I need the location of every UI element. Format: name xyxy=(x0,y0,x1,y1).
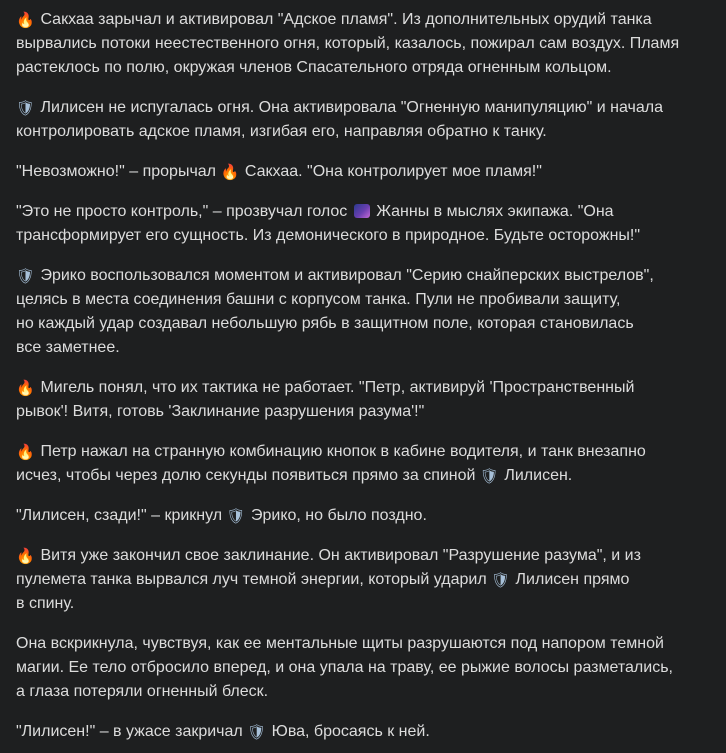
message-text: все заметнее. xyxy=(16,339,120,356)
message-text: Лилисен. xyxy=(499,467,573,484)
message-paragraph xyxy=(16,544,726,616)
fire-emoji-icon: 🔥 xyxy=(16,444,35,461)
message-text: Она вскрикнула, чувствуя, как ее ментальные щиты разрушаются под напором темной xyxy=(16,635,664,652)
message-text: Мигель понял, что их тактика не работает. "Петр, активируй 'Пространственный xyxy=(36,379,635,396)
message-text: Жанны в мыслях экипажа. "Она xyxy=(371,203,614,220)
message-paragraph xyxy=(16,720,726,744)
message-text: магии. Ее тело отбросило вперед, и она упала на траву, ее рыжие волосы разметались, xyxy=(16,659,673,676)
message-text: трансформирует его сущность. Из демонического в природное. Будьте осторожны!" xyxy=(16,227,641,244)
message-text: исчез, чтобы через долю секунды появиться прямо за спиной xyxy=(16,467,480,484)
shield-emoji-icon: 🛡 xyxy=(16,100,36,117)
message-paragraph xyxy=(16,96,726,144)
message-paragraph xyxy=(16,440,726,488)
message-paragraph xyxy=(16,160,726,184)
galaxy-emoji-icon xyxy=(354,204,370,218)
message-text: целясь в места соединения башни с корпусом танка. Пули не пробивали защиту, xyxy=(16,291,621,308)
message-text: пулемета танка вырвался луч темной энергии, который ударил xyxy=(16,571,492,588)
message-text: растеклось по полю, окружая членов Спасательного отряда огненным кольцом. xyxy=(16,59,612,76)
message-text: Сакхаа. "Она контролирует мое пламя!" xyxy=(240,163,542,180)
message-text: "Это не просто контроль," – прозвучал голос xyxy=(16,203,352,220)
message-text: "Невозможно!" – прорычал xyxy=(16,163,221,180)
message-text: Эрико, но было поздно. xyxy=(246,507,427,524)
message-paragraph xyxy=(16,8,726,80)
message-paragraph xyxy=(16,632,726,704)
shield-emoji-icon: 🛡 xyxy=(247,724,267,741)
message-text: а глаза потеряли огненный блеск. xyxy=(16,683,269,700)
fire-emoji-icon: 🔥 xyxy=(16,380,35,397)
message-text: в спину. xyxy=(16,595,75,612)
message-text: "Лилисен!" – в ужасе закричал xyxy=(16,723,248,740)
message-text: Лилисен прямо xyxy=(511,571,630,588)
message-paragraph xyxy=(16,504,726,528)
shield-emoji-icon: 🛡 xyxy=(491,572,511,589)
message-paragraph xyxy=(16,200,726,248)
message-text: Витя уже закончил свое заклинание. Он активировал "Разрушение разума", и из xyxy=(36,547,641,564)
message-text: Сакхаа зарычал и активировал "Адское пламя". Из дополнительных орудий танка xyxy=(36,11,652,28)
message-text: Лилисен не испугалась огня. Она активировала "Огненную манипуляцию" и начала xyxy=(36,99,663,116)
message-paragraph xyxy=(16,264,726,360)
message-text: но каждый удар создавал небольшую рябь в защитном поле, которая становилась xyxy=(16,315,634,332)
fire-emoji-icon: 🔥 xyxy=(16,12,35,29)
message-paragraph xyxy=(16,376,726,424)
message-text: "Лилисен, сзади!" – крикнул xyxy=(16,507,227,524)
fire-emoji-icon: 🔥 xyxy=(220,164,240,181)
message-text: Петр нажал на странную комбинацию кнопок в кабине водителя, и танк внезапно xyxy=(36,443,646,460)
message-text: Эрико воспользовался моментом и активировал "Серию снайперских выстрелов", xyxy=(36,267,654,284)
message-text: вырвались потоки неестественного огня, который, казалось, пожирал сам воздух. Пламя xyxy=(16,35,680,52)
message-text: рывок'! Витя, готовь 'Заклинание разрушения разума'!" xyxy=(16,403,425,420)
shield-emoji-icon: 🛡 xyxy=(226,508,246,525)
message-text: Юва, бросаясь к ней. xyxy=(267,723,430,740)
shield-emoji-icon: 🛡 xyxy=(479,468,499,485)
shield-emoji-icon: 🛡 xyxy=(16,268,36,285)
message-text: контролировать адское пламя, изгибая его, направляя обратно к танку. xyxy=(16,123,547,140)
fire-emoji-icon: 🔥 xyxy=(16,548,35,565)
